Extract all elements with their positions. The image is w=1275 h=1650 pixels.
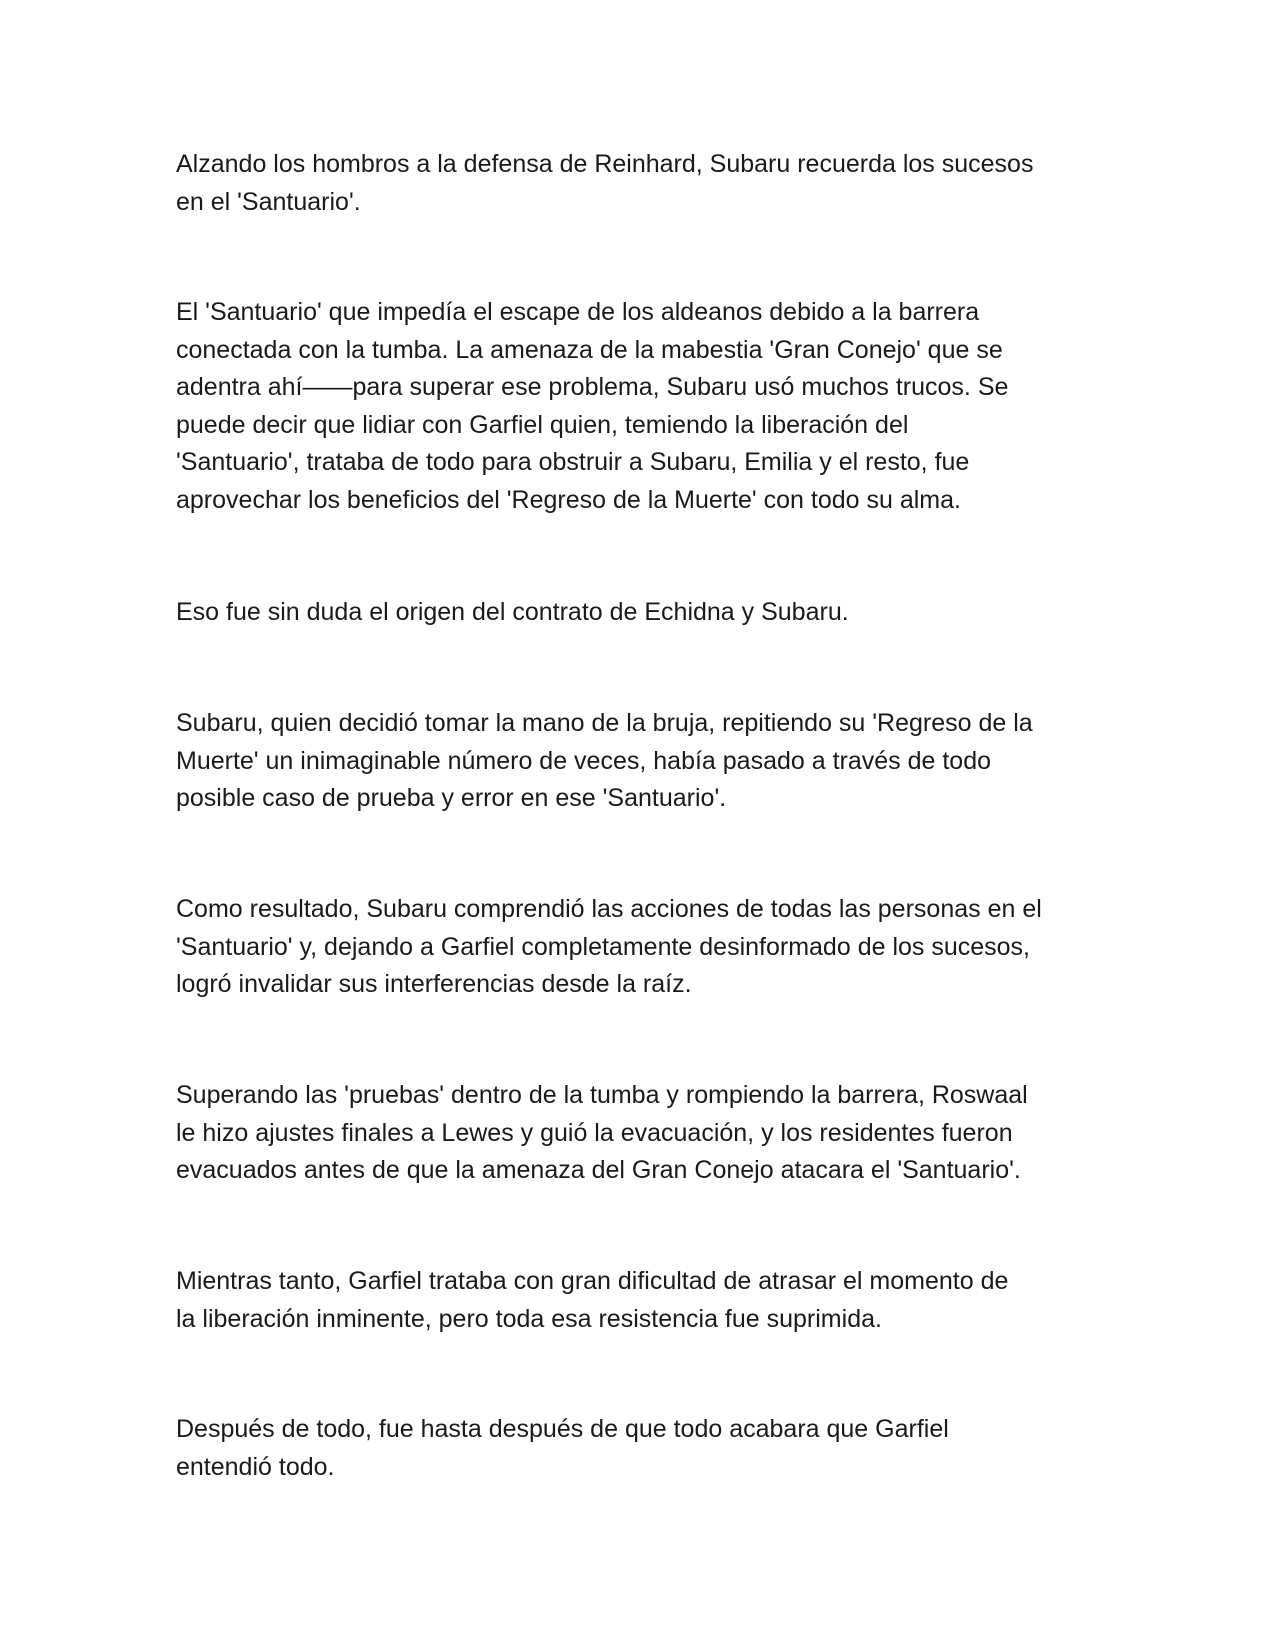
paragraph: Superando las 'pruebas' dentro de la tumba y rompiendo la barrera, Roswaal le hizo ajustes finales a Lewes y guió la evacuación, y los residentes fueron evacuados antes de que la amenaza del Gran Conejo atacara el 'Santuario'. <box>176 1081 1028 1184</box>
paragraph: Como resultado, Subaru comprendió las acciones de todas las personas en el 'Santuario' y, dejando a Garfiel completamente desinformado de los sucesos, logró invalidar sus interferencias desde la raíz. <box>176 895 1042 998</box>
paragraph: Alzando los hombros a la defensa de Reinhard, Subaru recuerda los sucesos en el 'Santuario'. <box>176 150 1034 216</box>
paragraph: Después de todo, fue hasta después de que todo acabara que Garfiel entendió todo. <box>176 1415 949 1481</box>
paragraph: Subaru, quien decidió tomar la mano de la bruja, repitiendo su 'Regreso de la Muerte' un inimaginable número de veces, había pasado a través de todo posible caso de prueba y error en ese 'Santuario'. <box>176 709 1033 812</box>
paragraph: El 'Santuario' que impedía el escape de los aldeanos debido a la barrera conectada con la tumba. La amenaza de la mabestia 'Gran Conejo' que se adentra ahí——para superar ese problema, Subaru usó muchos trucos. Se puede decir que lidiar con Garfiel quien, temiendo la liberación del 'Santuario', trataba de todo para obstruir a Subaru, Emilia y el resto, fue aprovechar los beneficios del 'Regreso de la Muerte' con todo su alma. <box>176 298 1009 514</box>
paragraph: Eso fue sin duda el origen del contrato de Echidna y Subaru. <box>176 598 849 626</box>
paragraph: Mientras tanto, Garfiel trataba con gran dificultad de atrasar el momento de la liberación inminente, pero toda esa resistencia fue suprimida. <box>176 1267 1009 1333</box>
